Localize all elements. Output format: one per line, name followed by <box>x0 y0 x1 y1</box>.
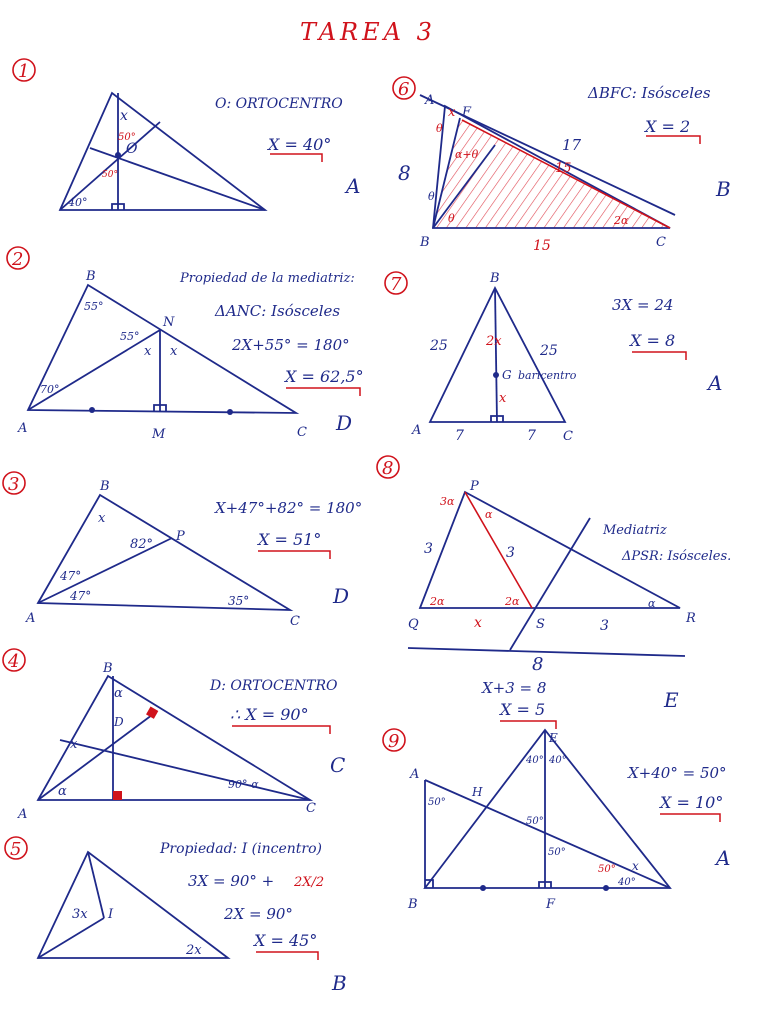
angle-35: 35° <box>228 594 250 608</box>
vertex-a: A <box>412 423 422 438</box>
angle-x: x <box>98 511 106 526</box>
note-isosceles: ΔPSR: Isósceles. <box>622 549 732 564</box>
angle-x-left: x <box>144 344 152 359</box>
answer-letter: A <box>346 174 361 198</box>
note-step: 2X = 90° <box>224 905 293 923</box>
angle-40-left: 40° <box>526 755 544 766</box>
angle-3alpha: 3α <box>440 495 455 508</box>
angle-2alpha-s: 2α <box>505 595 520 608</box>
note-property: Propiedad de la mediatriz: <box>180 271 355 286</box>
problem-number: 1 <box>18 61 30 82</box>
vertex-a: A <box>18 807 28 822</box>
note-isosceles: ΔANC: Isósceles <box>215 302 341 320</box>
triangle-8 <box>408 492 685 656</box>
note-result: ∴ X = 90° <box>230 705 309 724</box>
problem-8 <box>377 456 731 729</box>
note-result: X = 62,5° <box>285 367 364 386</box>
problem-number: 4 <box>8 651 20 672</box>
problem-9 <box>383 729 730 912</box>
answer-letter: A <box>716 846 731 870</box>
angle-2alpha: 2α <box>614 214 629 227</box>
side-15-diag: 15 <box>555 161 572 176</box>
problem-number: 7 <box>390 274 402 295</box>
answer-letter: A <box>708 371 723 395</box>
angle-55-n: 55° <box>120 330 140 343</box>
problem-number: 8 <box>382 458 394 479</box>
problem-1 <box>13 59 360 210</box>
angle-alpha-p: α <box>485 508 493 521</box>
vertex-c: C <box>290 614 300 629</box>
vertex-b: B <box>100 479 110 494</box>
vertex-c: C <box>297 425 307 440</box>
angle-2alpha-q: 2α <box>430 595 445 608</box>
note-result: X = 45° <box>254 931 318 950</box>
angle-70: 70° <box>40 383 60 396</box>
page-title: TAREA 3 <box>300 18 436 46</box>
side-25-right: 25 <box>540 343 558 359</box>
note-equation: 3X = 24 <box>612 296 674 314</box>
label-x: x <box>499 391 507 406</box>
vertex-o: O <box>126 141 138 157</box>
problem-number: 2 <box>12 249 24 270</box>
angle-50-a: 50° <box>428 797 446 808</box>
angle-50-b: 50° <box>102 170 118 180</box>
angle-50-a: 50° <box>118 132 136 143</box>
vertex-a: A <box>410 767 420 782</box>
side-25-left: 25 <box>430 338 448 354</box>
angle-50-c: 50° <box>598 864 616 875</box>
problem-4 <box>3 649 345 822</box>
side-7-left: 7 <box>455 428 464 444</box>
side-7-right: 7 <box>527 428 536 444</box>
angle-alpha-r: α <box>648 597 656 610</box>
shaded-triangle-bfc <box>433 118 670 228</box>
problem-number: 3 <box>8 474 20 495</box>
vertex-c: C <box>656 235 666 250</box>
answer-letter: B <box>332 971 347 995</box>
note-isosceles: ΔBFC: Isósceles <box>588 84 711 102</box>
side-15-base: 15 <box>533 238 551 254</box>
note-result: X = 51° <box>258 530 322 549</box>
vertex-b: B <box>490 271 500 286</box>
vertex-e: E <box>549 731 558 745</box>
problem-3 <box>3 472 362 629</box>
vertex-a: A <box>18 421 28 436</box>
note-equation: X+47°+82° = 180° <box>215 499 363 517</box>
vertex-h: H <box>472 785 483 799</box>
note-equation: 3X = 90° + <box>188 872 275 890</box>
angle-90-alpha: 90°-α <box>228 778 259 791</box>
angle-55-b: 55° <box>84 300 104 313</box>
note-equation: X+3 = 8 <box>482 679 547 697</box>
side-8: 8 <box>398 161 411 185</box>
angle-47-a: 47° <box>60 569 82 583</box>
label-g: G <box>502 368 512 382</box>
note-orthocenter: D: ORTOCENTRO <box>210 678 338 694</box>
side-17: 17 <box>562 136 582 154</box>
angle-alpha-theta: α+θ <box>455 148 479 161</box>
angle-theta-c: θ <box>448 212 455 225</box>
problem-number: 5 <box>10 839 22 860</box>
label-2x: 2x <box>486 334 502 349</box>
angle-x-right: x <box>170 344 178 359</box>
angle-50-mid: 50° <box>526 816 544 827</box>
vertex-i: I <box>108 907 114 922</box>
angle-40: 40° <box>68 196 88 209</box>
angle-47-b: 47° <box>70 589 92 603</box>
problem-2 <box>7 247 364 442</box>
vertex-q: Q <box>408 617 419 632</box>
note-result: X = 40° <box>268 135 332 154</box>
vertex-m: M <box>152 427 166 442</box>
angle-50-low: 50° <box>548 847 566 858</box>
vertex-b: B <box>408 897 418 912</box>
answer-letter: C <box>330 753 346 777</box>
problem-6 <box>393 77 731 254</box>
angle-3x: 3x <box>72 907 88 922</box>
angle-alpha-a: α <box>58 784 67 799</box>
angle-alpha-b: α <box>114 686 123 701</box>
vertex-c: C <box>306 801 316 816</box>
note-result: X = 10° <box>660 793 724 812</box>
vertex-s: S <box>536 617 545 632</box>
vertex-f: F <box>546 897 556 912</box>
vertex-b: B <box>420 235 430 250</box>
answer-letter: E <box>664 688 679 712</box>
problem-7 <box>385 271 722 444</box>
angle-theta-b: θ <box>428 190 435 203</box>
triangle-4 <box>38 676 310 800</box>
vertex-f: F <box>462 105 472 120</box>
problem-number: 6 <box>398 79 410 100</box>
label-baricentro: baricentro <box>518 369 577 382</box>
note-mediatriz: Mediatriz <box>603 523 667 538</box>
side-x: x <box>474 615 482 631</box>
note-equation: X+40° = 50° <box>628 764 727 782</box>
note-result: X = 2 <box>645 117 691 136</box>
vertex-n: N <box>163 315 175 330</box>
side-3-left: 3 <box>424 541 433 557</box>
problem-5 <box>5 837 347 995</box>
angle-40-c: 40° <box>618 877 636 888</box>
vertex-r: R <box>686 611 696 626</box>
angle-x: x <box>120 108 128 124</box>
vertex-p: P <box>470 479 479 494</box>
note-result: X = 8 <box>630 331 676 350</box>
vertex-a: A <box>425 93 435 108</box>
angle-82: 82° <box>130 537 154 552</box>
note-result: X = 5 <box>500 700 546 719</box>
angle-x: x <box>632 859 639 873</box>
side-3-mid: 3 <box>506 545 515 561</box>
vertex-d: D <box>114 715 124 729</box>
side-8: 8 <box>532 654 544 675</box>
note-fraction: 2X/2 <box>294 875 325 890</box>
answer-letter: B <box>716 177 731 201</box>
note-orthocenter: O: ORTOCENTRO <box>215 96 343 112</box>
angle-40-right: 40° <box>549 755 567 766</box>
answer-letter: D <box>333 584 350 608</box>
note-property: Propiedad: I (incentro) <box>160 841 322 857</box>
angle-theta-a: θ <box>436 122 443 135</box>
vertex-b: B <box>86 269 96 284</box>
answer-letter: D <box>336 411 353 435</box>
vertex-p: P <box>176 529 185 544</box>
vertex-b: B <box>103 661 113 676</box>
vertex-c: C <box>563 429 573 444</box>
vertex-a: A <box>26 611 36 626</box>
note-equation: 2X+55° = 180° <box>232 336 350 354</box>
angle-2x: 2x <box>186 943 202 958</box>
side-3-right: 3 <box>600 618 609 634</box>
problem-number: 9 <box>388 731 400 752</box>
angle-x: x <box>448 105 456 120</box>
angle-x: x <box>70 737 78 752</box>
